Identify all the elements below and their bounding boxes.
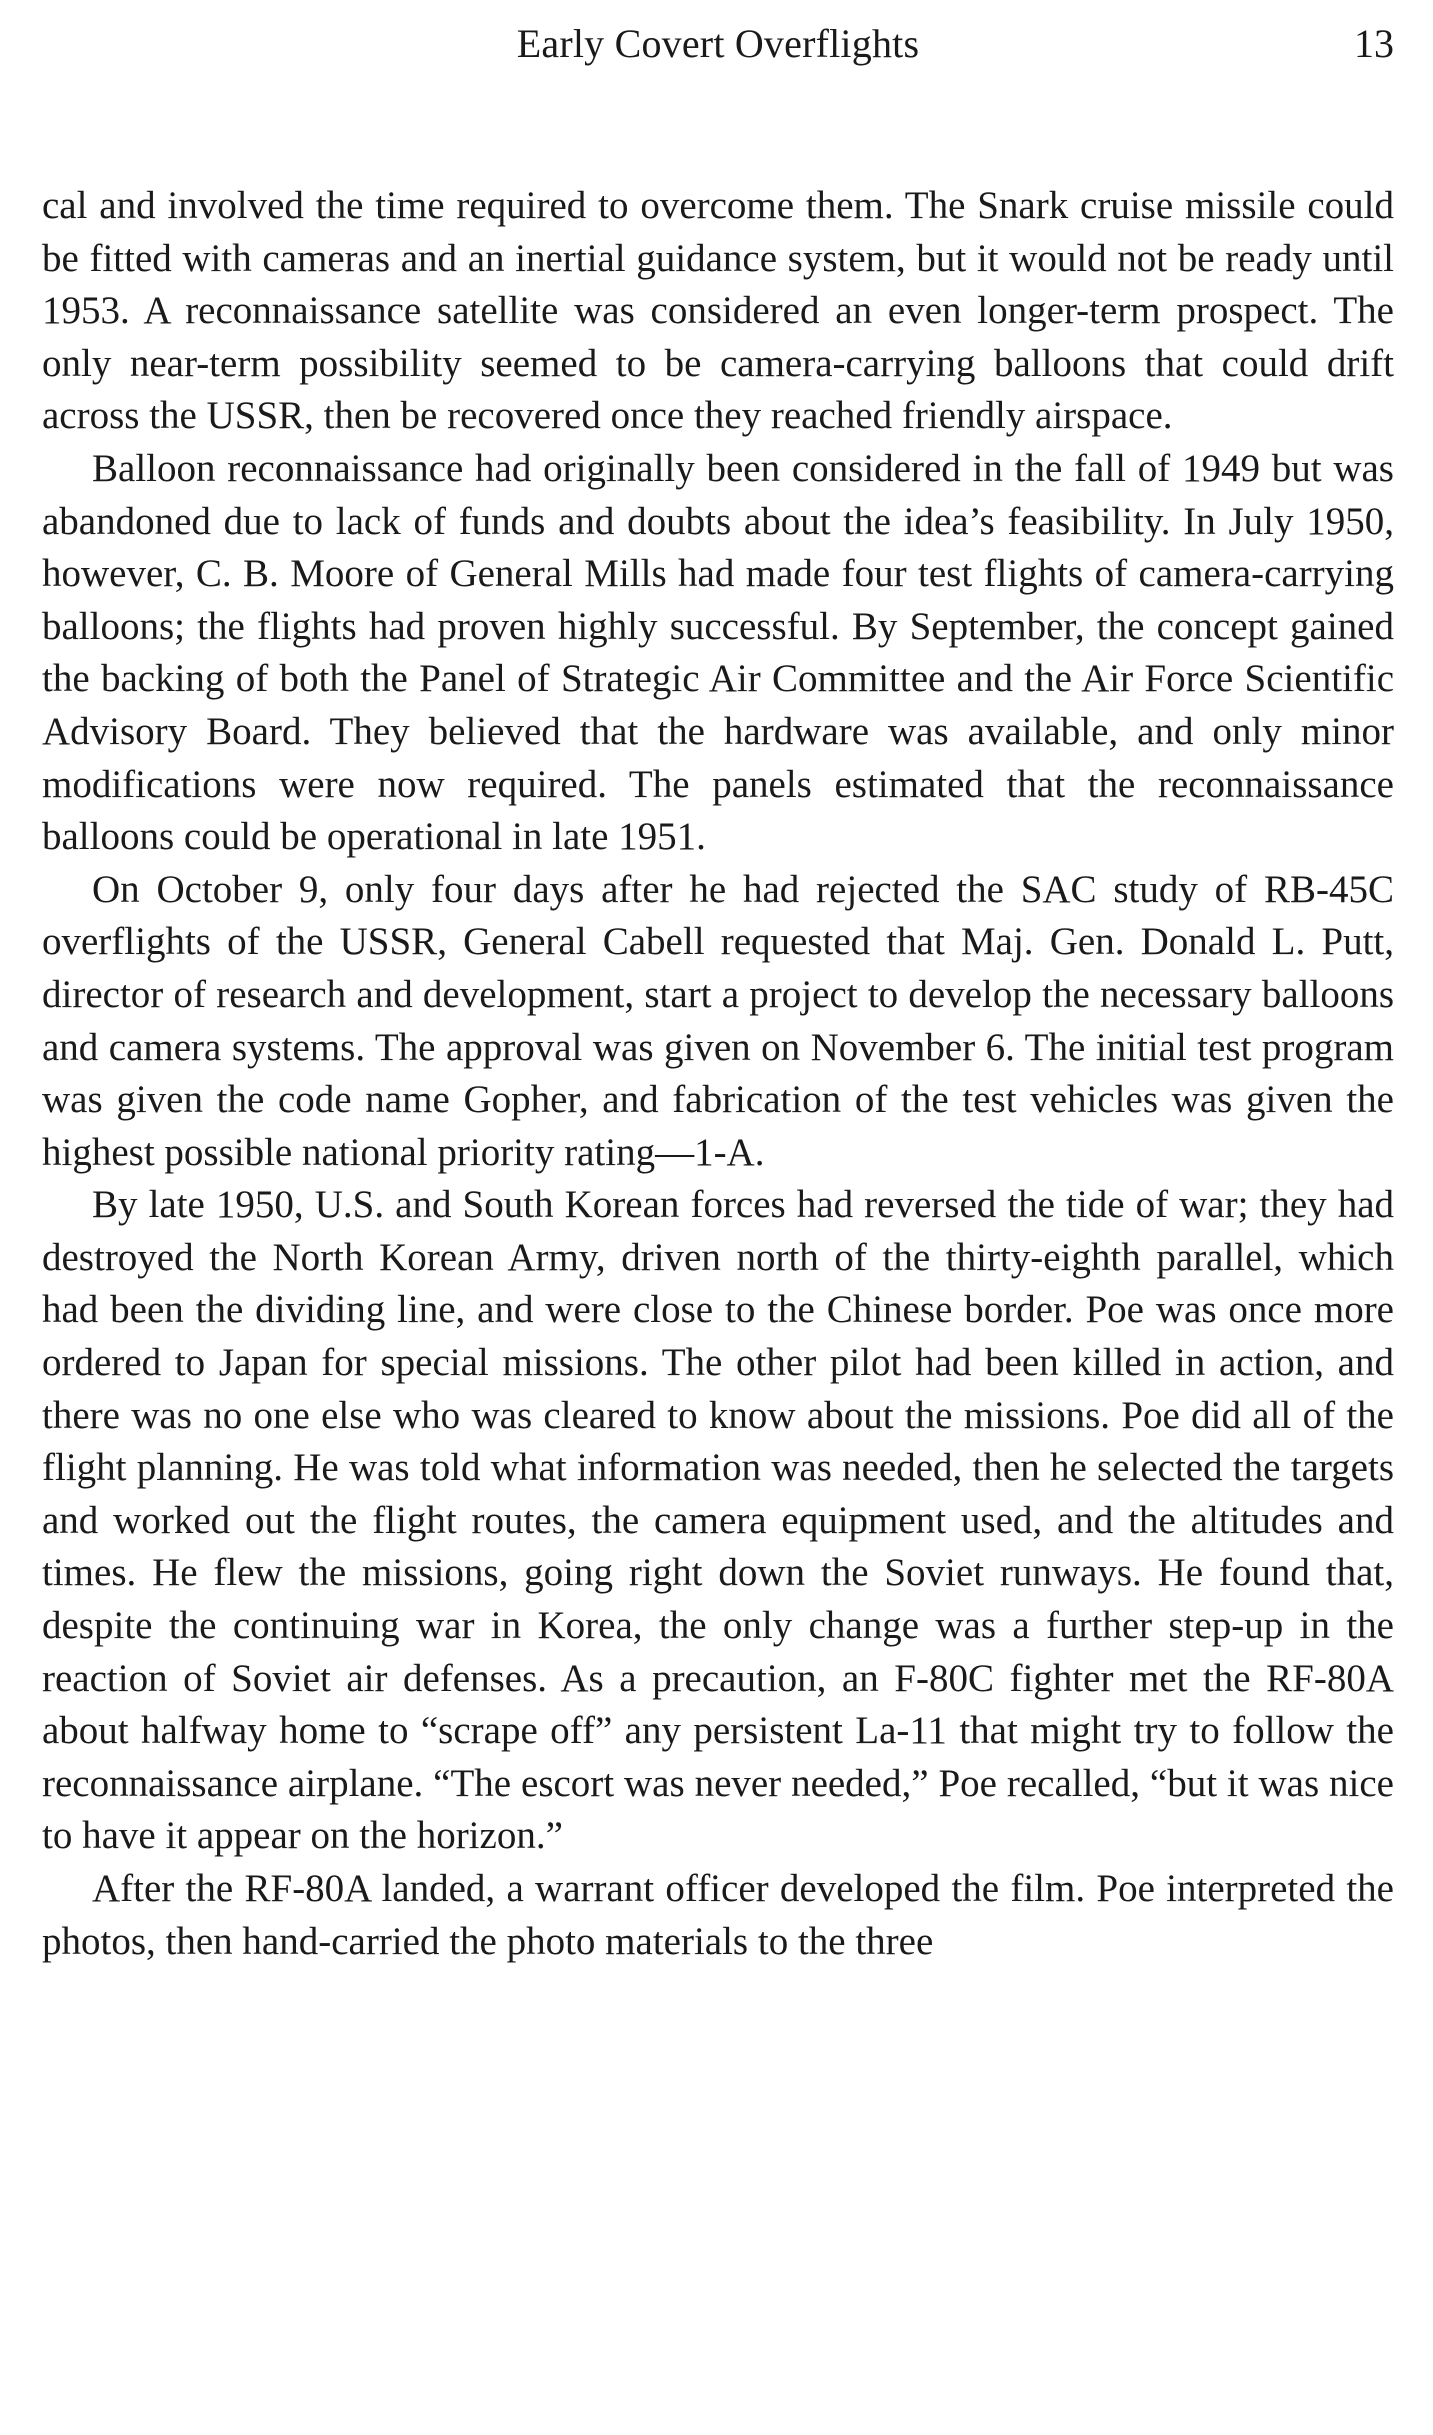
paragraph-continued: cal and involved the time required to overcome them. The Snark cruise missile could be fitted with cameras and an inertial guidance system, but it would not be ready until 1953. A reconnaissance satellite was considered an even longer-term prospect. The only near-term possibility seemed to be camera-carrying balloons that could drift across the USSR, then be recovered once they reached friendly airspace. — [42, 184, 1394, 438]
body-text — [42, 180, 1394, 1968]
page-number: 13 — [1354, 21, 1394, 66]
paragraph-film-development: After the RF-80A landed, a warrant officer developed the film. Poe interpreted the photos, then hand-carried the photo materials to the three — [42, 1867, 1394, 1963]
running-title: Early Covert Overflights — [516, 21, 920, 66]
paragraph-balloon-reconnaissance: Balloon reconnaissance had originally been considered in the fall of 1949 but was abandoned due to lack of funds and doubts about the idea’s feasibility. In July 1950, however, C. B. Moore of General Mills had made four test flights of camera-carrying balloons; the flights had proven highly successful. By September, the concept gained the backing of both the Panel of Strategic Air Committee and the Air Force Scientific Advisory Board. They believed that the hardware was available, and only minor modifications were now required. The panels estimated that the reconnaissance balloons could be operational in late 1951. — [42, 446, 1394, 859]
running-head — [42, 14, 1394, 74]
paragraph-gopher-project: On October 9, only four days after he had rejected the SAC study of RB-45C overflights of the USSR, General Cabell requested that Maj. Gen. Donald L. Putt, director of research and development, start a project to develop the necessary balloons and camera systems. The approval was given on November 6. The initial test program was given the code name Gopher, and fabrication of the test vehicles was given the highest possible national priority rating—1-A. — [42, 867, 1394, 1174]
paragraph-korea-missions: By late 1950, U.S. and South Korean forces had reversed the tide of war; they had destroyed the North Korean Army, driven north of the thirty-eighth parallel, which had been the dividing line, and were close to the Chinese border. Poe was once more ordered to Japan for special missions. The other pilot had been killed in action, and there was no one else who was cleared to know about the missions. Poe did all of the flight planning. He was told what information was needed, then he selected the targets and worked out the flight routes, the camera equipment used, and the altitudes and times. He flew the missions, going right down the Soviet runways. He found that, despite the continuing war in Korea, the only change was a further step-up in the reaction of Soviet air defenses. As a precaution, an F-80C fighter met the RF-80A about halfway home to “scrape off” any persistent La-11 that might try to follow the reconnaissance airplane. “The escort was never needed,” Poe recalled, “but it was nice to have it appear on the horizon.” — [42, 1183, 1394, 1858]
